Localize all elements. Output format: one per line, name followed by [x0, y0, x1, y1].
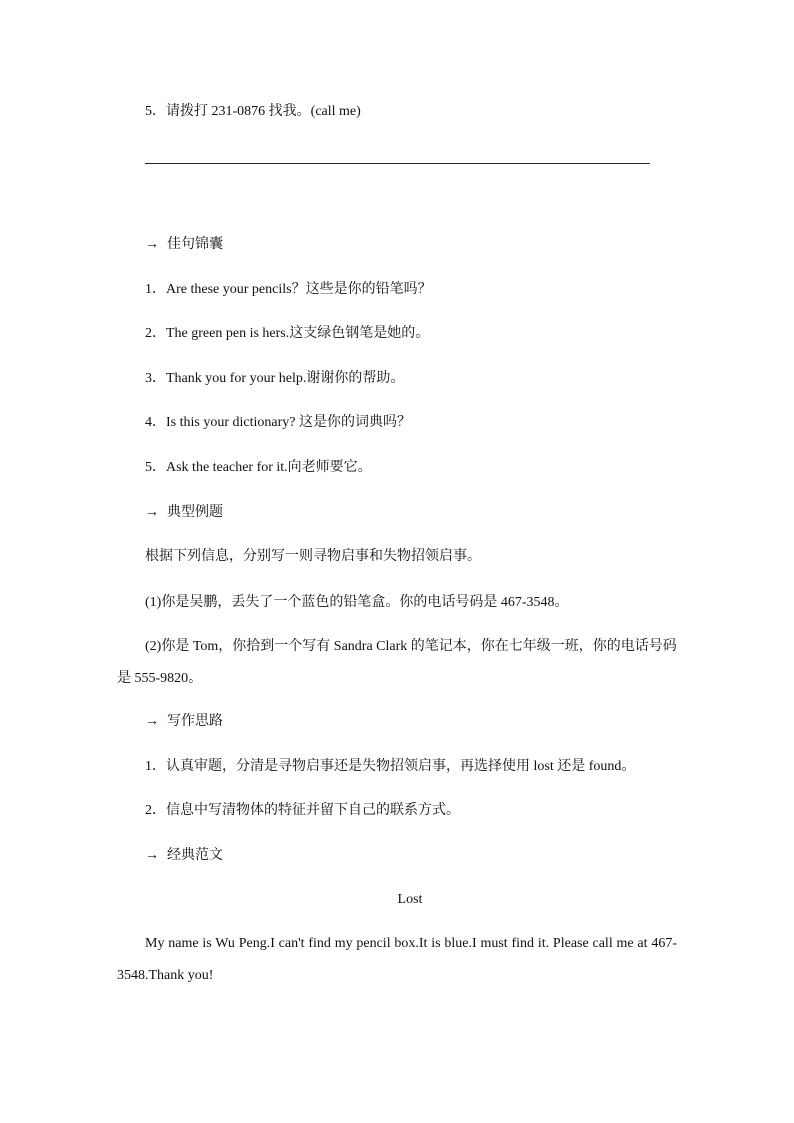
arrow-icon: → — [145, 505, 159, 520]
sentence-item: 3．Thank you for your help.谢谢你的帮助。 — [145, 371, 405, 386]
arrow-icon: → — [145, 237, 159, 252]
sentence-item: 2．The green pen is hers.这支绿色钢笔是她的。 — [145, 326, 430, 341]
thinking-item: 2．信息中写清物体的特征并留下自己的联系方式。 — [145, 803, 460, 818]
example-heading-text: 典型例题 — [167, 505, 223, 520]
answer-line — [145, 163, 650, 164]
thinking-heading-text: 写作思路 — [167, 714, 223, 729]
model-heading-text: 经典范文 — [167, 848, 223, 863]
exercise-item-5: 5．请拨打 231-0876 找我。(call me) — [145, 104, 361, 119]
sentences-heading-text: 佳句锦囊 — [167, 237, 223, 252]
model-title: Lost — [397, 892, 423, 907]
example-task-2: (2)你是 Tom，你拾到一个写有 Sandra Clark 的笔记本，你在七年级一班，你的电话号码是 555-9820。 — [117, 639, 677, 686]
arrow-icon: → — [145, 714, 159, 729]
thinking-heading — [145, 712, 223, 732]
example-intro: 根据下列信息，分别写一则寻物启事和失物招领启事。 — [145, 549, 481, 564]
sentence-item: 4．Is this your dictionary? 这是你的词典吗？ — [145, 415, 411, 430]
arrow-icon: → — [145, 848, 159, 863]
model-body: My name is Wu Peng.I can't find my pencil box.It is blue.I must find it. Please call me at 467-3548.Thank you! — [117, 936, 677, 983]
sentence-item: 5．Ask the teacher for it.向老师要它。 — [145, 460, 372, 475]
example-task-1: (1)你是吴鹏，丢失了一个蓝色的铅笔盒。你的电话号码是 467-3548。 — [145, 595, 569, 610]
example-heading — [145, 503, 223, 523]
sentence-item: 1．Are these your pencils？这些是你的铅笔吗？ — [145, 282, 432, 297]
thinking-item: 1．认真审题，分清是寻物启事还是失物招领启事，再选择使用 lost 还是 found。 — [145, 759, 636, 774]
sentences-heading — [145, 235, 223, 255]
model-heading — [145, 846, 223, 866]
